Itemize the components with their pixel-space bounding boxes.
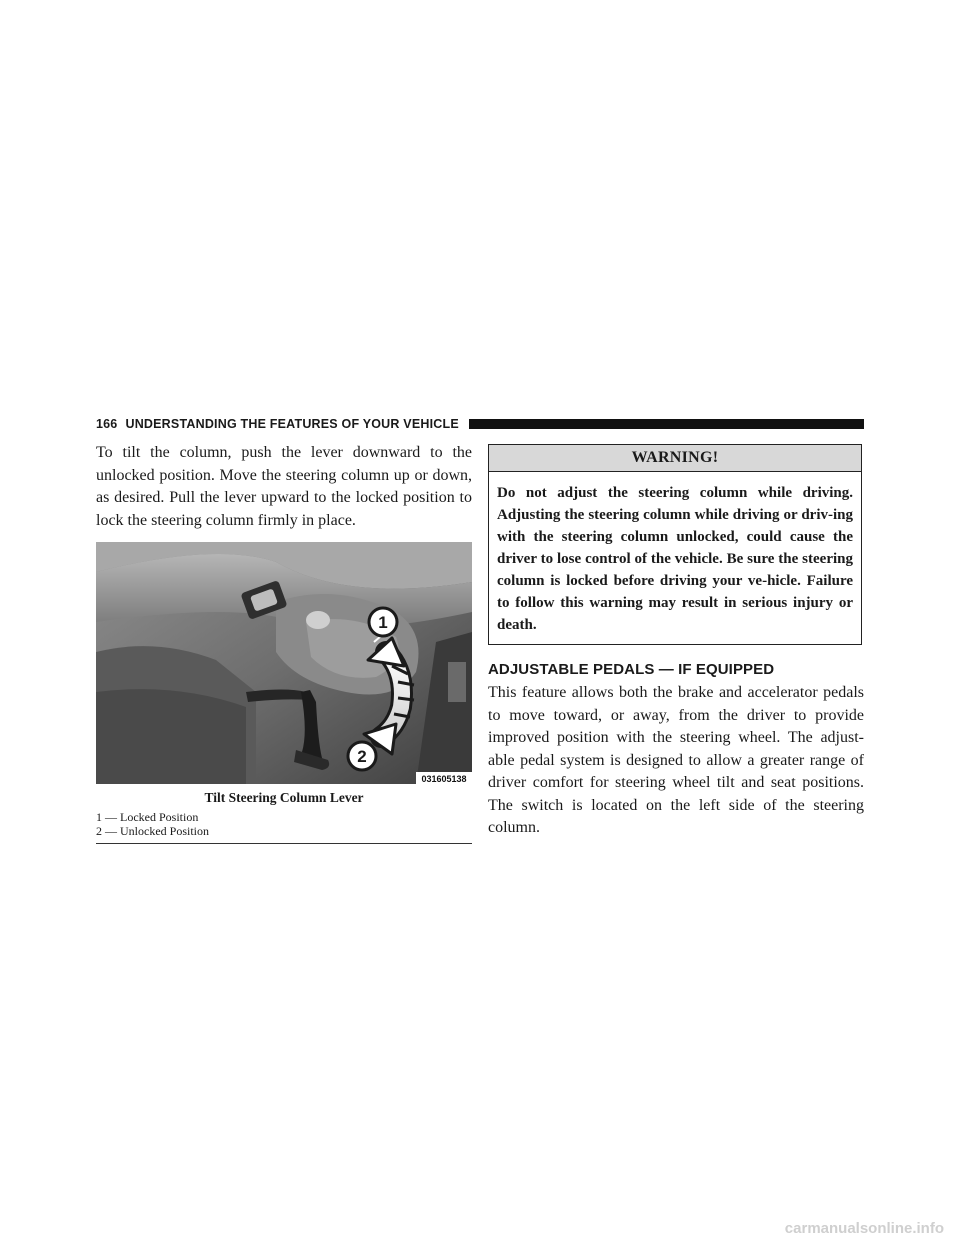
- callout-1: 1: [378, 613, 388, 632]
- warning-text: Do not adjust the steering column while driving. Adjusting the steering column while driving or driv-ing with the steering column unlocked, could cause the driver to lose control of the vehicle. Be sure the steering column is locked before driving your ve-hicle. Failure to follow this warning may result in serious injury or death.: [497, 485, 853, 633]
- page-number: 166: [96, 417, 118, 431]
- adjustable-pedals-text: This feature allows both the brake and accelerator pedals to move toward, or away, from the driver to provide improved position with the steering wheel. The adjust-able pedal system is designed to allow a greater range of driver comfort for steering wheel tilt and seat positions. The switch is located on the left side of the steering column.: [488, 684, 864, 836]
- header-rule: [469, 419, 864, 429]
- legend-rule: [96, 843, 472, 844]
- page-header: [96, 415, 864, 433]
- legend-item-unlocked: 2 — Unlocked Position: [96, 823, 209, 838]
- tilt-instructions: To tilt the column, push the lever downward to the unlocked position. Move the steering column up or down, as desired. Pull the lever upward to the locked position to lock the steering column firmly in place.: [96, 444, 472, 529]
- right-column: [488, 444, 864, 840]
- figure-legend: [96, 811, 472, 838]
- callout-2: 2: [357, 747, 367, 766]
- legend-item-locked: 1 — Locked Position: [96, 810, 199, 824]
- figure-caption: Tilt Steering Column Lever: [204, 790, 364, 805]
- watermark: carmanualsonline.info: [784, 1220, 944, 1237]
- adjustable-pedals-heading: ADJUSTABLE PEDALS — IF EQUIPPED: [488, 661, 775, 678]
- left-column: [96, 442, 472, 844]
- tilt-lever-figure: [96, 542, 472, 844]
- steering-column-photo: [96, 542, 472, 784]
- image-code: 031605138: [421, 774, 467, 784]
- warning-title: WARNING!: [489, 445, 861, 472]
- section-title: UNDERSTANDING THE FEATURES OF YOUR VEHICLE: [125, 417, 459, 431]
- warning-box: [488, 444, 862, 645]
